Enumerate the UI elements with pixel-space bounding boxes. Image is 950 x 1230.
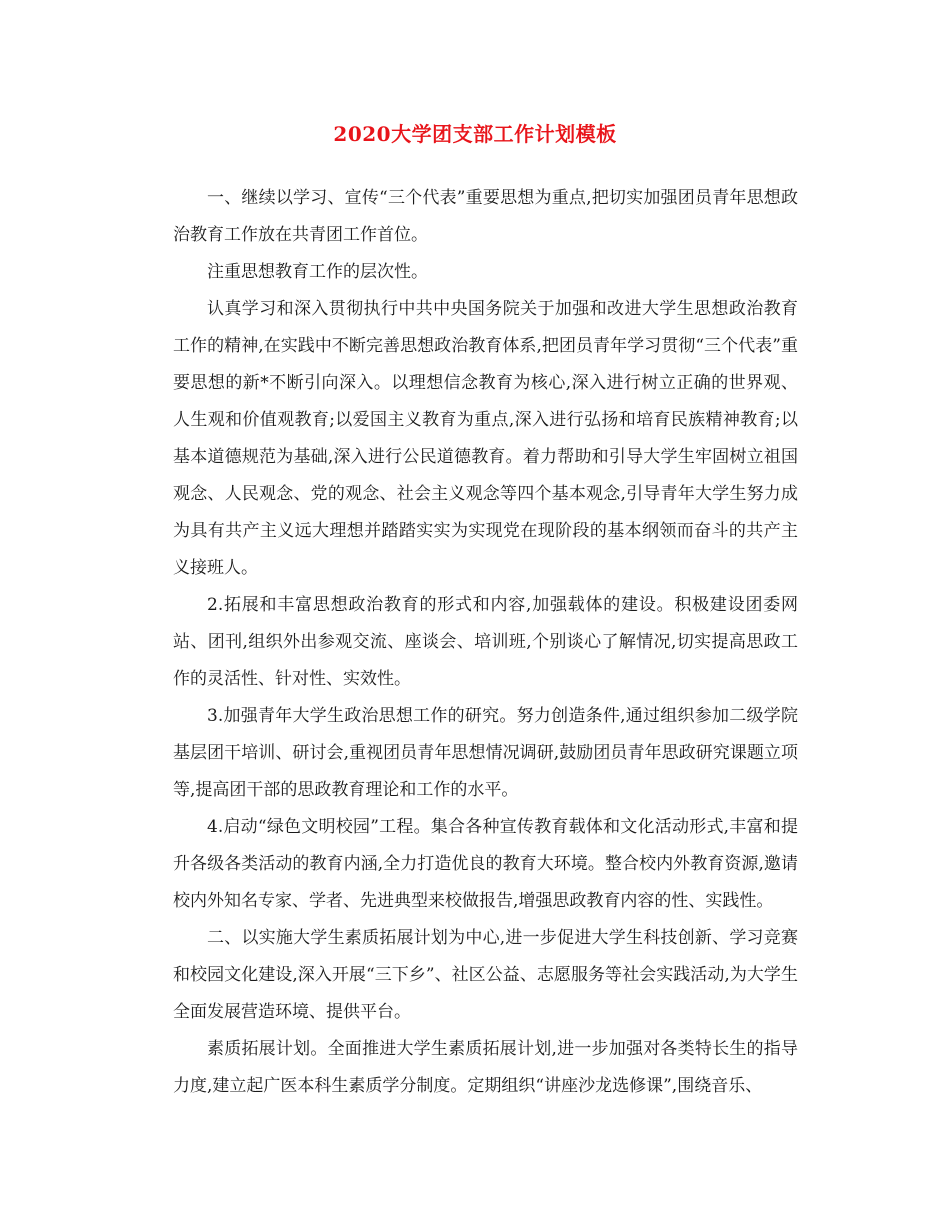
paragraph: 注重思想教育工作的层次性。 (207, 262, 428, 282)
paragraph: 二、以实施大学生素质拓展计划为中心,进一步促进大学生科技创新、学习竞赛和校园文化建设,深入开展“三下乡”、社区公益、志愿服务等社会实践活动,为大学生全面发展营造环境、提供平台。 (173, 928, 798, 1022)
document-title: 2020大学团支部工作计划模板 (333, 122, 617, 146)
paragraph: 3.加强青年大学生政治思想工作的研究。努力创造条件,通过组织参加二级学院基层团干培训、研讨会,重视团员青年思想情况调研,鼓励团员青年思政研究课题立项等,提高团干部的思政教育理论和工作的水平。 (173, 706, 798, 800)
paragraph: 素质拓展计划。全面推进大学生素质拓展计划,进一步加强对各类特长生的指导力度,建立起广医本科生素质学分制度。定期组织“讲座沙龙选修课”,围绕音乐、 (173, 1039, 798, 1096)
paragraph: 2.拓展和丰富思想政治教育的形式和内容,加强载体的建设。积极建设团委网站、团刊,组织外出参观交流、座谈会、培训班,个别谈心了解情况,切实提高思政工作的灵活性、针对性、实效性。 (173, 595, 798, 689)
paragraph: 一、继续以学习、宣传“三个代表”重要思想为重点,把切实加强团员青年思想政治教育工作放在共青团工作首位。 (173, 188, 798, 245)
document-body (173, 180, 798, 1105)
paragraph: 4.启动“绿色文明校园”工程。集合各种宣传教育载体和文化活动形式,丰富和提升各级各类活动的教育内涵,全力打造优良的教育大环境。整合校内外教育资源,邀请校内外知名专家、学者、先进典型来校做报告,增强思政教育内容的性、实践性。 (173, 817, 798, 911)
paragraph: 认真学习和深入贯彻执行中共中央国务院关于加强和改进大学生思想政治教育工作的精神,在实践中不断完善思想政治教育体系,把团员青年学习贯彻“三个代表”重要思想的新*不断引向深入。以理想信念教育为核心,深入进行树立正确的世界观、人生观和价值观教育;以爱国主义教育为重点,深入进行弘扬和培育民族精神教育;以基本道德规范为基础,深入进行公民道德教育。着力帮助和引导大学生牢固树立祖国观念、人民观念、党的观念、社会主义观念等四个基本观念,引导青年大学生努力成为具有共产主义远大理想并踏踏实实为实现党在现阶段的基本纲领而奋斗的共产主义接班人。 (173, 299, 798, 578)
